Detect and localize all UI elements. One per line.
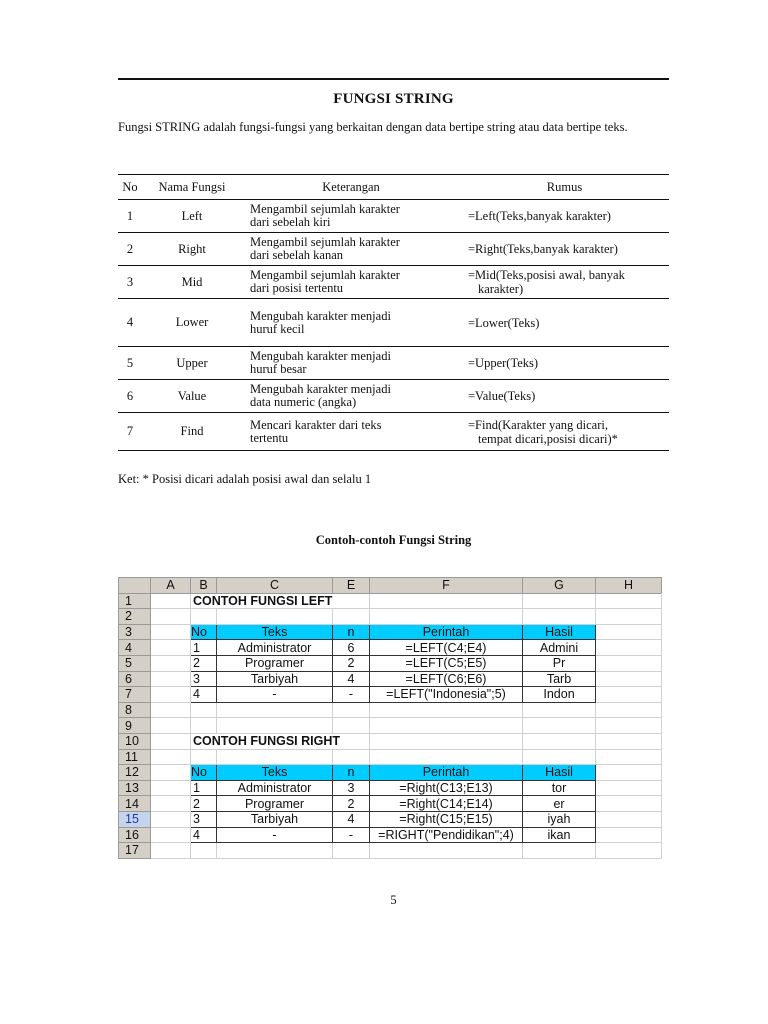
function-no: 4: [118, 299, 142, 347]
cell-a[interactable]: [151, 733, 191, 749]
empty-cell[interactable]: [523, 733, 596, 749]
sheet-row: [119, 827, 662, 843]
cell-a[interactable]: [151, 702, 191, 718]
cell-h[interactable]: [596, 811, 662, 827]
column-header[interactable]: E: [333, 578, 370, 594]
function-description: [242, 299, 460, 347]
table-header-cell[interactable]: Hasil: [523, 624, 596, 640]
empty-cell[interactable]: [523, 749, 596, 765]
row-header[interactable]: 7: [119, 687, 151, 703]
sheet-row: [119, 593, 662, 609]
empty-cell[interactable]: [370, 749, 523, 765]
table-data-cell[interactable]: 1: [191, 640, 217, 656]
row-header[interactable]: 10: [119, 733, 151, 749]
table-data-cell[interactable]: Pr: [523, 655, 596, 671]
row-header[interactable]: 12: [119, 765, 151, 781]
cell-a[interactable]: [151, 624, 191, 640]
table-data-cell[interactable]: 4: [333, 671, 370, 687]
table-data-cell[interactable]: 6: [333, 640, 370, 656]
function-description: [242, 233, 460, 266]
functions-table-header: [118, 175, 669, 200]
empty-cell[interactable]: [523, 593, 596, 609]
sheet-row: [119, 640, 662, 656]
empty-cell[interactable]: [370, 593, 523, 609]
top-rule: [118, 78, 669, 80]
empty-cell[interactable]: [523, 609, 596, 625]
sheet-row: [119, 749, 662, 765]
table-data-cell[interactable]: =Right(C14;E14): [370, 796, 523, 812]
cell-a[interactable]: [151, 843, 191, 859]
cell-a[interactable]: [151, 827, 191, 843]
empty-cell[interactable]: [191, 702, 217, 718]
formula-line: =Upper(Teks): [468, 356, 539, 370]
table-data-cell[interactable]: er: [523, 796, 596, 812]
cell-a[interactable]: [151, 718, 191, 734]
function-formula: [460, 413, 669, 451]
cell-a[interactable]: [151, 593, 191, 609]
formula-line: =Mid(Teks,posisi awal, banyak: [468, 268, 625, 282]
cell-a[interactable]: [151, 811, 191, 827]
table-data-cell[interactable]: Indon: [523, 687, 596, 703]
function-name: Lower: [142, 299, 242, 347]
empty-cell[interactable]: [523, 702, 596, 718]
description-line: huruf kecil: [250, 321, 305, 336]
row-header[interactable]: 8: [119, 702, 151, 718]
page-title: FUNGSI STRING: [333, 91, 454, 107]
examples-subtitle: Contoh-contoh Fungsi String: [315, 533, 472, 547]
sheet-row: [119, 765, 662, 781]
column-header[interactable]: C: [217, 578, 333, 594]
table-data-cell[interactable]: 2: [191, 796, 217, 812]
row-header[interactable]: 11: [119, 749, 151, 765]
row-header[interactable]: 3: [119, 624, 151, 640]
table-data-cell[interactable]: =LEFT(C4;E4): [370, 640, 523, 656]
column-header[interactable]: A: [151, 578, 191, 594]
row-header[interactable]: 17: [119, 843, 151, 859]
empty-cell[interactable]: [370, 609, 523, 625]
table-data-cell[interactable]: =Right(C13;E13): [370, 780, 523, 796]
cell-a[interactable]: [151, 609, 191, 625]
sheet-row: [119, 843, 662, 859]
header-keterangan: Keterangan: [242, 175, 460, 200]
function-no: 3: [118, 266, 142, 299]
empty-cell[interactable]: [191, 718, 217, 734]
function-name: Right: [142, 233, 242, 266]
formula-line: tempat dicari,posisi dicari)*: [478, 431, 618, 446]
empty-cell[interactable]: [596, 733, 662, 749]
cell-h[interactable]: [596, 640, 662, 656]
function-row: [118, 200, 669, 233]
row-header[interactable]: 13: [119, 780, 151, 796]
cell-a[interactable]: [151, 796, 191, 812]
table-data-cell[interactable]: 3: [191, 811, 217, 827]
header-no: No: [118, 175, 142, 200]
description-line: Mengambil sejumlah karakter: [250, 235, 400, 249]
empty-cell[interactable]: [333, 702, 370, 718]
function-description: [242, 266, 460, 299]
cell-h[interactable]: [596, 609, 662, 625]
function-name: Find: [142, 413, 242, 451]
sheet-row: [119, 811, 662, 827]
sheet-row: [119, 780, 662, 796]
column-header[interactable]: G: [523, 578, 596, 594]
function-no: 7: [118, 413, 142, 451]
description-line: tertentu: [250, 430, 289, 445]
function-formula: [460, 380, 669, 413]
empty-cell[interactable]: [523, 843, 596, 859]
empty-cell[interactable]: [370, 702, 523, 718]
cell-a[interactable]: [151, 655, 191, 671]
function-description: [242, 347, 460, 380]
cell-a[interactable]: [151, 640, 191, 656]
empty-cell[interactable]: [191, 843, 217, 859]
cell-h[interactable]: [596, 780, 662, 796]
table-data-cell[interactable]: 2: [191, 655, 217, 671]
cell-h[interactable]: [596, 843, 662, 859]
function-no: 1: [118, 200, 142, 233]
column-header[interactable]: [119, 578, 151, 594]
cell-h[interactable]: [596, 624, 662, 640]
row-header[interactable]: 1: [119, 593, 151, 609]
description-line: dari sebelah kanan: [250, 248, 344, 262]
sheet-row: [119, 687, 662, 703]
empty-cell[interactable]: [333, 718, 370, 734]
table-data-cell[interactable]: 4: [333, 811, 370, 827]
sheet-row: [119, 733, 662, 749]
table-data-cell[interactable]: -: [333, 687, 370, 703]
function-description: [242, 380, 460, 413]
empty-cell[interactable]: [217, 749, 333, 765]
cell-h[interactable]: [596, 827, 662, 843]
table-header-cell[interactable]: Perintah: [370, 624, 523, 640]
formula-line: =Right(Teks,banyak karakter): [468, 242, 618, 256]
table-data-cell[interactable]: Programer: [217, 796, 333, 812]
footnote: Ket: * Posisi dicari adalah posisi awal dan selalu 1: [118, 472, 372, 486]
formula-line: =Left(Teks,banyak karakter): [468, 209, 611, 223]
table-data-cell[interactable]: 3: [333, 780, 370, 796]
header-nama-fungsi: Nama Fungsi: [142, 175, 242, 200]
table-data-cell[interactable]: Programer: [217, 655, 333, 671]
table-data-cell[interactable]: =LEFT(C6;E6): [370, 671, 523, 687]
table-data-cell[interactable]: 4: [191, 827, 217, 843]
cell-a[interactable]: [151, 765, 191, 781]
table-data-cell[interactable]: iyah: [523, 811, 596, 827]
function-name: Upper: [142, 347, 242, 380]
table-header-cell[interactable]: Teks: [217, 624, 333, 640]
cell-h[interactable]: [596, 671, 662, 687]
row-header[interactable]: 2: [119, 609, 151, 625]
cell-a[interactable]: [151, 671, 191, 687]
sheet-row: [119, 624, 662, 640]
table-data-cell[interactable]: =Right(C15;E15): [370, 811, 523, 827]
formula-line: =Find(Karakter yang dicari,: [468, 417, 608, 432]
table-data-cell[interactable]: -: [333, 827, 370, 843]
empty-cell[interactable]: [217, 609, 333, 625]
row-header[interactable]: 6: [119, 671, 151, 687]
description-line: Mencari karakter dari teks: [250, 417, 382, 432]
empty-cell[interactable]: [596, 593, 662, 609]
function-row: [118, 380, 669, 413]
function-name: Mid: [142, 266, 242, 299]
row-header[interactable]: 9: [119, 718, 151, 734]
table-data-cell[interactable]: ikan: [523, 827, 596, 843]
empty-cell[interactable]: [370, 718, 523, 734]
row-header[interactable]: 5: [119, 655, 151, 671]
function-row: [118, 266, 669, 299]
description-line: data numeric (angka): [250, 395, 357, 409]
empty-cell[interactable]: [333, 843, 370, 859]
table-data-cell[interactable]: 2: [333, 796, 370, 812]
page-number: 5: [390, 893, 397, 907]
description-line: Mengambil sejumlah karakter: [250, 268, 400, 282]
row-header[interactable]: 15: [119, 811, 151, 827]
empty-cell[interactable]: [333, 609, 370, 625]
description-line: Mengubah karakter menjadi: [250, 349, 391, 363]
description-line: dari posisi tertentu: [250, 281, 344, 295]
section-title[interactable]: CONTOH FUNGSI LEFT: [191, 593, 370, 609]
sheet-row: [119, 718, 662, 734]
cell-h[interactable]: [596, 687, 662, 703]
cell-a[interactable]: [151, 687, 191, 703]
table-data-cell[interactable]: Administrator: [217, 780, 333, 796]
sheet-row: [119, 702, 662, 718]
row-header[interactable]: 16: [119, 827, 151, 843]
function-name: Left: [142, 200, 242, 233]
function-no: 2: [118, 233, 142, 266]
table-header-cell[interactable]: Perintah: [370, 765, 523, 781]
table-data-cell[interactable]: tor: [523, 780, 596, 796]
function-formula: [460, 266, 669, 299]
function-no: 5: [118, 347, 142, 380]
function-row: [118, 347, 669, 380]
cell-h[interactable]: [596, 702, 662, 718]
function-description: [242, 413, 460, 451]
sheet-row: [119, 796, 662, 812]
sheet-row: [119, 671, 662, 687]
column-header[interactable]: H: [596, 578, 662, 594]
table-data-cell[interactable]: =LEFT("Indonesia";5): [370, 687, 523, 703]
empty-cell[interactable]: [217, 843, 333, 859]
empty-cell[interactable]: [333, 749, 370, 765]
table-data-cell[interactable]: =RIGHT("Pendidikan";4): [370, 827, 523, 843]
table-header-cell[interactable]: No: [191, 765, 217, 781]
table-header-cell[interactable]: Hasil: [523, 765, 596, 781]
table-header-cell[interactable]: n: [333, 624, 370, 640]
row-header[interactable]: 14: [119, 796, 151, 812]
table-data-cell[interactable]: Tarb: [523, 671, 596, 687]
table-data-cell[interactable]: -: [217, 827, 333, 843]
table-data-cell[interactable]: Administrator: [217, 640, 333, 656]
formula-line: =Lower(Teks): [468, 315, 540, 330]
column-header-row: [119, 578, 662, 594]
table-data-cell[interactable]: 2: [333, 655, 370, 671]
description-line: Mengambil sejumlah karakter: [250, 202, 400, 216]
cell-h[interactable]: [596, 718, 662, 734]
function-row: [118, 299, 669, 347]
spreadsheet-grid: [118, 577, 662, 859]
table-header-cell[interactable]: No: [191, 624, 217, 640]
function-formula: [460, 347, 669, 380]
function-row: [118, 413, 669, 451]
description-line: dari sebelah kiri: [250, 215, 331, 229]
row-header[interactable]: 4: [119, 640, 151, 656]
function-formula: [460, 299, 669, 347]
formula-line: karakter): [478, 282, 524, 296]
function-description: [242, 200, 460, 233]
empty-cell[interactable]: [523, 718, 596, 734]
table-data-cell[interactable]: =LEFT(C5;E5): [370, 655, 523, 671]
header-rumus: Rumus: [460, 175, 669, 200]
empty-cell[interactable]: [217, 702, 333, 718]
cell-h[interactable]: [596, 765, 662, 781]
column-header[interactable]: F: [370, 578, 523, 594]
description-line: Mengubah karakter menjadi: [250, 308, 391, 323]
function-name: Value: [142, 380, 242, 413]
function-formula: [460, 200, 669, 233]
cell-h[interactable]: [596, 796, 662, 812]
empty-cell[interactable]: [191, 609, 217, 625]
table-data-cell[interactable]: Tarbiyah: [217, 811, 333, 827]
table-data-cell[interactable]: 4: [191, 687, 217, 703]
function-formula: [460, 233, 669, 266]
table-data-cell[interactable]: 1: [191, 780, 217, 796]
description-line: huruf besar: [250, 362, 307, 376]
cell-a[interactable]: [151, 780, 191, 796]
table-header-cell[interactable]: n: [333, 765, 370, 781]
functions-table: [118, 174, 669, 451]
sheet-row: [119, 655, 662, 671]
spreadsheet-screenshot: [118, 577, 661, 859]
cell-a[interactable]: [151, 749, 191, 765]
empty-cell[interactable]: [370, 733, 523, 749]
table-header-cell[interactable]: Teks: [217, 765, 333, 781]
function-row: [118, 233, 669, 266]
sheet-row: [119, 609, 662, 625]
description-line: Mengubah karakter menjadi: [250, 382, 391, 396]
table-data-cell[interactable]: -: [217, 687, 333, 703]
cell-h[interactable]: [596, 655, 662, 671]
column-header[interactable]: B: [191, 578, 217, 594]
section-title[interactable]: CONTOH FUNGSI RIGHT: [191, 733, 370, 749]
empty-cell[interactable]: [217, 718, 333, 734]
empty-cell[interactable]: [191, 749, 217, 765]
cell-h[interactable]: [596, 749, 662, 765]
empty-cell[interactable]: [370, 843, 523, 859]
table-data-cell[interactable]: Admini: [523, 640, 596, 656]
table-data-cell[interactable]: Tarbiyah: [217, 671, 333, 687]
intro-paragraph: Fungsi STRING adalah fungsi-fungsi yang berkaitan dengan data bertipe string atau data bertipe teks.: [118, 120, 628, 134]
function-no: 6: [118, 380, 142, 413]
formula-line: =Value(Teks): [468, 389, 536, 403]
table-data-cell[interactable]: 3: [191, 671, 217, 687]
